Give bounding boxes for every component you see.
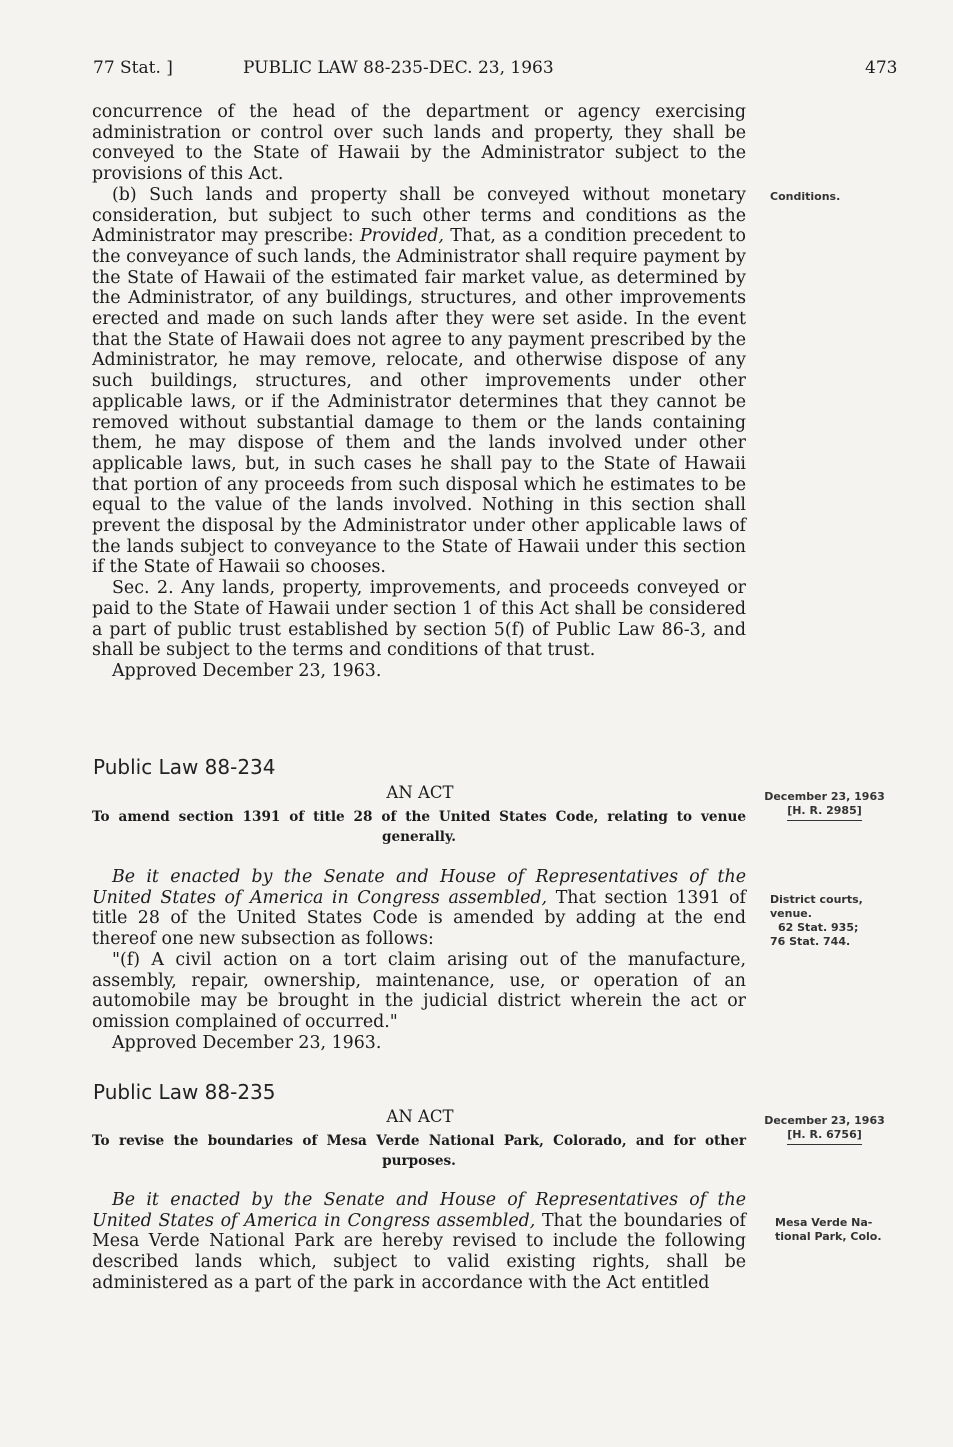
continuation-text xyxy=(92,102,746,682)
purpose-235-line2: purposes. xyxy=(382,1153,456,1169)
purpose-234-line1: To amend section 1391 of title 28 of the United States Code, relating to venue xyxy=(92,809,746,825)
purpose-234 xyxy=(92,807,746,847)
bill-note-234: [H. R. 2985] xyxy=(787,804,862,821)
act-label-234: AN ACT xyxy=(386,783,454,802)
purpose-235-line1: To revise the boundaries of Mesa Verde National Park, Colorado, and for other xyxy=(92,1133,746,1149)
date-note-235: December 23, 1963 xyxy=(764,1114,885,1127)
enacting-clause-234: Be it enacted by the Senate and House of Representatives of the United States of America in Congress assembled, That section 1391 of title 28 of the United States Code is amended by adding at the end thereof one new subsection as follows: xyxy=(92,867,746,950)
approval-line-234: Approved December 23, 1963. xyxy=(112,1032,382,1053)
purpose-235 xyxy=(92,1131,746,1171)
public-law-234-title: Public Law 88-234 xyxy=(93,755,276,779)
margin-note-date-235 xyxy=(752,1114,897,1145)
continuation-paragraph: concurrence of the head of the department or agency exercising administration or control over such lands and property, they shall be conveyed to the State of Hawaii by the Administrator subject to the provisions of this Act. xyxy=(92,102,746,185)
law-235-body xyxy=(92,1190,746,1294)
header-law-date: PUBLIC LAW 88-235-DEC. 23, 1963 xyxy=(243,58,554,78)
law-234-body xyxy=(92,867,746,1053)
margin-note-mesa-verde: Mesa Verde Na- tional Park, Colo. xyxy=(775,1216,882,1243)
bill-note-235: [H. R. 6756] xyxy=(787,1128,862,1145)
margin-note-district-courts: District courts, venue. 62 Stat. 935; 76 Stat. 744. xyxy=(770,893,863,948)
act-label-235: AN ACT xyxy=(386,1107,454,1126)
margin-note-date-234 xyxy=(752,790,897,821)
public-law-235-title: Public Law 88-235 xyxy=(93,1080,276,1104)
running-header xyxy=(93,58,898,82)
enacting-clause-235: Be it enacted by the Senate and House of Representatives of the United States of America in Congress assembled, That the boundaries of Mesa Verde National Park are hereby revised to include the following described lands which, subject to valid existing rights, shall be administered as a part of the park in accordance with the Act entitled xyxy=(92,1190,746,1293)
conditions-paragraph: (b) Such lands and property shall be conveyed without monetary consideration, but subject to such other terms and conditions as the Administrator may prescribe: Provided, That, as a condition precedent to the conveyance of such lands, the Administrator shall require payment by the State of Hawaii of the estimated fair market value, as determined by the Administrator, of any buildings, structures, and other improvements erected and made on such lands after they were set aside. In the event that the State of Hawaii does not agree to any payment prescribed by the Administrator, he may remove, relocate, and otherwise dispose of any such buildings, structures, and other improvements under other applicable laws, or if the Administrator determines that they cannot be removed without substantial damage to them or the lands containing them, he may dispose of them and the lands involved under other applicable laws, but, in such cases he shall pay to the State of Hawaii that portion of any proceeds from such disposal which he estimates to be equal to the value of the lands involved. Nothing in this section shall prevent the disposal by the Administrator under other applicable laws of the lands subject to conveyance to the State of Hawaii under this section if the State of Hawaii so chooses. xyxy=(92,184,747,578)
subsection-f: "(f) A civil action on a tort claim arising out of the manufacture, assembly, repair, ownership, maintenance, use, or operation of an automobile may be brought in the judicial district wherein the act or omission complained of occurred." xyxy=(92,949,746,1032)
page-number: 473 xyxy=(865,58,898,78)
volume-label: 77 Stat. ] xyxy=(93,58,173,78)
approval-line: Approved December 23, 1963. xyxy=(112,660,382,681)
margin-note-conditions: Conditions. xyxy=(770,190,841,203)
section-2-paragraph: Sec. 2. Any lands, property, improvements, and proceeds conveyed or paid to the State of Hawaii under section 1 of this Act shall be considered a part of public trust established by section 5(f) of Public Law 86-3, and shall be subject to the terms and conditions of that trust. xyxy=(92,578,746,661)
date-note-234: December 23, 1963 xyxy=(764,790,885,803)
purpose-234-line2: generally. xyxy=(381,829,457,845)
